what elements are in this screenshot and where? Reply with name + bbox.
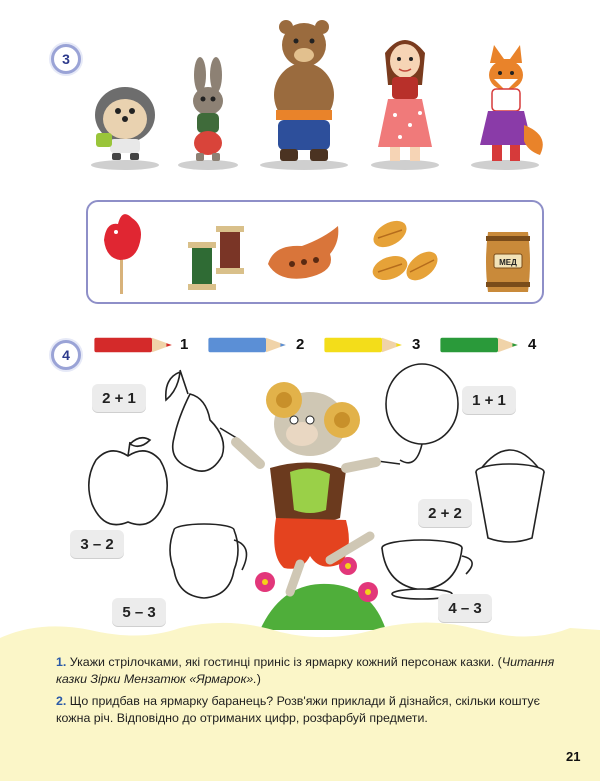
bucket-outline-icon[interactable] bbox=[476, 450, 544, 542]
instruction-1-end: ) bbox=[256, 672, 261, 686]
barrel-label: МЕД bbox=[499, 258, 517, 267]
expr-balloon: 1 + 1 bbox=[462, 386, 516, 414]
bear-icon[interactable] bbox=[274, 20, 334, 161]
task-number-label: 3 bbox=[62, 51, 70, 67]
honey-barrel-icon[interactable] bbox=[486, 232, 530, 292]
instruction-2-number: 2. bbox=[56, 694, 67, 708]
rooster-lollipop-icon[interactable] bbox=[104, 214, 141, 294]
hedgehog-icon[interactable] bbox=[95, 87, 155, 160]
hare-icon[interactable] bbox=[193, 57, 223, 161]
jug-outline-icon[interactable] bbox=[170, 524, 247, 598]
pencil-3-label: 3 bbox=[412, 336, 421, 353]
pencil-3[interactable] bbox=[320, 336, 408, 354]
pencil-4-label: 4 bbox=[528, 336, 537, 353]
balloon-outline-icon[interactable] bbox=[386, 364, 458, 463]
expr-bucket: 2 + 2 bbox=[418, 499, 472, 527]
pencil-3-body bbox=[324, 338, 382, 352]
instruction-2-text: Що придбав на ярмарку баранець? Розв'яжи приклади й дізнайся, скільки коштує кожна річ. Відповідно до отриманих цифр, розфарбуй предмети. bbox=[56, 694, 540, 725]
expr-jug: 5 – 3 bbox=[112, 598, 166, 626]
characters-row bbox=[80, 15, 550, 175]
page-number: 21 bbox=[566, 749, 581, 764]
task-number-label: 4 bbox=[62, 347, 70, 363]
cup-outline-icon[interactable] bbox=[382, 540, 472, 599]
pencil-1[interactable] bbox=[90, 336, 178, 354]
clay-whistle-icon[interactable] bbox=[268, 226, 338, 279]
pencil-2-body bbox=[208, 338, 266, 352]
fox-icon[interactable] bbox=[480, 45, 543, 161]
pencil-1-label: 1 bbox=[180, 336, 189, 353]
thread-spools-icon[interactable] bbox=[188, 226, 244, 290]
pencil-4-body bbox=[440, 338, 498, 352]
expr-pear: 2 + 1 bbox=[92, 384, 146, 412]
task-number-3 bbox=[51, 44, 81, 74]
instruction-1-text: Укажи стрілочками, які гостинці приніс із ярмарку кожний персонаж казки. ( bbox=[69, 655, 502, 669]
instruction-1 bbox=[56, 654, 556, 688]
gifts-row bbox=[88, 202, 542, 302]
pear-outline-icon[interactable] bbox=[166, 370, 224, 471]
pencil-2[interactable] bbox=[204, 336, 292, 354]
pencil-4[interactable] bbox=[436, 336, 524, 354]
instruction-2 bbox=[56, 693, 556, 727]
instruction-1-number: 1. bbox=[56, 655, 67, 669]
gifts-box bbox=[86, 200, 544, 304]
pencil-1-body bbox=[94, 338, 152, 352]
pies-icon[interactable] bbox=[369, 215, 443, 286]
expr-apple: 3 – 2 bbox=[70, 530, 124, 558]
instruction-1-source: Читання казки Зірки Мензатюк «Ярмарок». bbox=[56, 655, 555, 686]
girl-icon[interactable] bbox=[378, 40, 432, 161]
ram-character-icon[interactable] bbox=[220, 382, 400, 592]
apple-outline-icon[interactable] bbox=[89, 438, 167, 525]
expr-cup: 4 – 3 bbox=[438, 594, 492, 622]
pencil-2-label: 2 bbox=[296, 336, 305, 353]
